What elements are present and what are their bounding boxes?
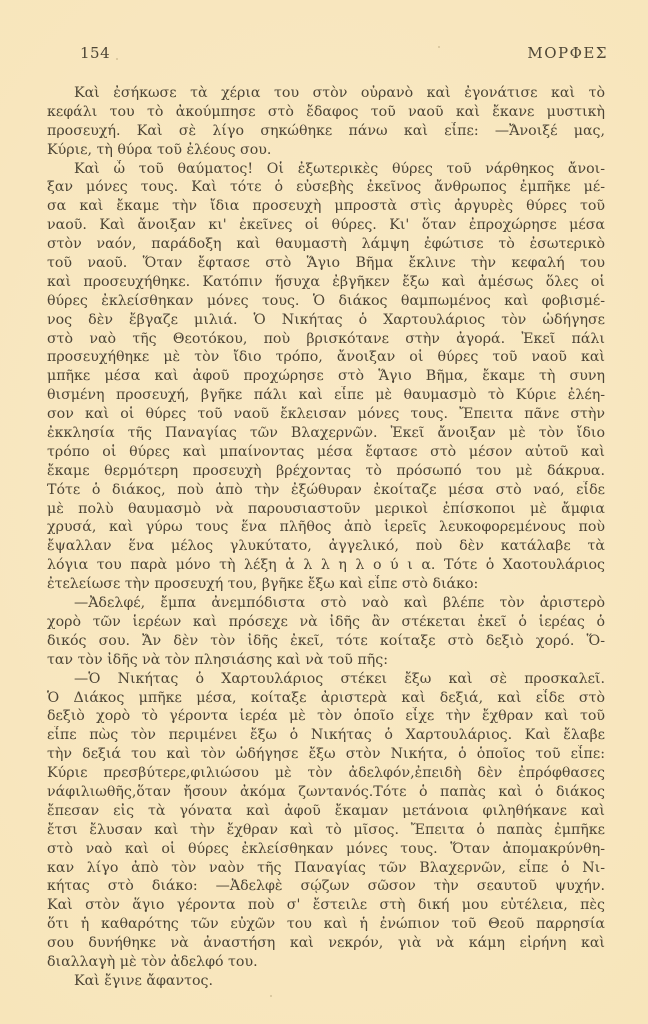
text-line: χρυσά, καὶ γύρω τους ἕνα πλῆθος ἀπὸ ἱερεῖς λευκοφορεμένους ποὺ (47, 519, 605, 536)
text-line: θύρες ἐκλείσθηκαν μόνες τους. Ὁ διάκος θαμπωμένος καὶ φοβισμέ- (47, 292, 605, 309)
text-line: ἐτελείωσε τὴν προσευχή του, βγῆκε ἔξω καὶ εἶπε στὸ διάκο: (47, 576, 479, 593)
text-line: ἔκαμε θερμότερη προσευχὴ βρέχοντας τὸ πρόσωπό του μὲ δάκρυα. (47, 462, 605, 479)
text-line: Κύριε, τὴ θύρα τοῦ ἐλέους σου. (47, 141, 272, 158)
text-line: προσευχήθηκε μὲ τὸν ἴδιο τρόπο, ἄνοιξαν οἱ θύρες τοῦ ναοῦ καὶ (47, 349, 605, 366)
text-line: —Ἀδελφέ, ἔμπα ἀνεμπόδιστα στὸ ναὸ καὶ βλέπε τὸν ἀριστερὸ (74, 595, 605, 612)
text-line: Καὶ ἐσήκωσε τὰ χέρια του στὸν οὐρανὸ καὶ ἐγονάτισε καὶ τὸ (74, 85, 605, 101)
text-line: Ὁ Διάκος μπῆκε μέσα, κοίταξε ἀριστερὰ καὶ δεξιά, καὶ εἶδε στὸ (47, 689, 605, 706)
text-line: νος δὲν ἔβγαζε μιλιά. Ὁ Νικήτας ὁ Χαρτουλάριος τὸν ὡδήγησε (47, 311, 605, 328)
text-line: Τότε ὁ διάκος, ποὺ ἀπὸ τὴν ἐξώθυραν ἐκοίταζε μέσα στὸ ναό, εἶδε (47, 481, 605, 498)
running-header (47, 44, 608, 62)
text-line: τρόπο οἱ θύρες καὶ μπαίνοντας μέσα ἔφτασε στὸ μέσον αὐτοῦ καὶ (47, 443, 605, 460)
text-line: στὸν ναόν, παράδοξη καὶ θαυμαστὴ λάμψη ἐφώτισε τὸ ἐσωτερικὸ (47, 236, 605, 253)
text-line: ἔπεσαν εἰς τὰ γόνατα καὶ ἀφοῦ ἔκαμαν μετάνοια φιληθήκανε καὶ (47, 802, 605, 819)
text-line: ἔψαλλαν ἕνα μέλος γλυκύτατο, ἀγγελικό, ποὺ δὲν κατάλαβε τὰ (47, 538, 605, 555)
text-line: σον καὶ οἱ θύρες τοῦ ναοῦ ἔκλεισαν μόνες τους. Ἔπειτα πᾶνε στὴν (47, 406, 605, 423)
text-line: Κύριε πρεσβύτερε,φιλιώσου μὲ τὸν ἀδελφόν,ἐπειδὴ δὲν ἐπρόφθασες (47, 765, 605, 782)
page-number: 154 (80, 44, 111, 62)
text-line: Καὶ στὸν ἅγιο γέροντα ποὺ σ' ἔστειλε στὴ δική μου εὐτέλεια, πὲς (47, 897, 605, 914)
page-body (47, 84, 605, 991)
text-line: στὸ ναὸ καὶ οἱ θύρες ἐκλείσθηκαν μόνες τους. Ὅταν ἀπομακρύνθη- (47, 840, 605, 857)
text-line: κεφάλι του τὸ ἀκούμπησε στὸ ἔδαφος τοῦ ναοῦ καὶ ἔκανε μυστικὴ (47, 103, 605, 120)
text-line: ὅτι ἡ καθαρότης τῶν εὐχῶν του καὶ ἡ ἐνώπιον τοῦ Θεοῦ παρρησία (47, 916, 605, 933)
text-line: ναοῦ. Καὶ ἄνοιξαν κι' ἐκεῖνες οἱ θύρες. Κι' ὅταν ἐπροχώρησε μέσα (47, 217, 605, 234)
text-line: θισμένη προσευχή, βγῆκε πάλι καὶ εἶπε μὲ θαυμασμὸ τὸ Κύριε ἐλέη- (47, 387, 605, 404)
text-line: καὶ προσευχήθηκε. Κατόπιν ἥσυχα ἐβγῆκεν ἔξω καὶ ἀμέσως ὅλες οἱ (47, 273, 605, 290)
text-line: στὸ ναὸ τῆς Θεοτόκου, ποὺ βρισκότανε στὴν ἀγορά. Ἐκεῖ πάλι (47, 330, 605, 347)
scan-speck (438, 46, 440, 48)
text-line: σα καὶ ἔκαμε τὴν ἴδια προσευχὴ μπροστὰ στὶς ἀργυρὲς θύρες τοῦ (47, 198, 605, 215)
text-line: τοῦ ναοῦ. Ὅταν ἔφτασε στὸ Ἅγιο Βῆμα ἔκλινε τὴν κεφαλή του (47, 255, 605, 272)
text-line: χορὸ τῶν ἱερέων καὶ πρόσεχε νὰ ἰδῆς ἂν στέκεται ἐκεῖ ὁ ἱερέας ὁ (47, 613, 605, 630)
text-line: σου δυνήθηκε νὰ ἀναστήση καὶ νεκρόν, γιὰ νὰ κάμη εἰρήνη καὶ (47, 935, 605, 952)
text-line: μὲ πολὺ θαυμασμὸ νὰ παρουσιαστοῦν μερικοὶ ἐπίσκοποι μὲ ἄμφια (47, 500, 605, 517)
scan-speck (116, 58, 118, 60)
text-line: ταν τὸν ἰδῆς νὰ τὸν πλησιάσης καὶ νὰ τοῦ πῆς: (47, 651, 388, 668)
text-line: τὴν δεξιά του καὶ τὸν ὡδήγησε ἔξω στὸν Νικήτα, ὁ ὁποῖος τοῦ εἶπε: (47, 746, 605, 763)
text-line: μπῆκε μέσα καὶ ἀφοῦ προχώρησε στὸ Ἅγιο Βῆμα, ἔκαμε τὴ συνη (47, 368, 605, 385)
text-line: δεξιὸ χορὸ τὸ γέροντα ἱερέα μὲ τὸν ὁποῖο εἶχε τὴν ἔχθραν καὶ τοῦ (47, 708, 605, 725)
text-line: ξαν μόνες τους. Καὶ τότε ὁ εὐσεβὴς ἐκεῖνος ἄνθρωπος ἐμπῆκε μέ- (47, 179, 605, 196)
text-line: ἐκκλησία τῆς Παναγίας τῶν Βλαχερνῶν. Ἐκεῖ ἄνοιξαν μὲ τὸν ἴδιο (47, 425, 605, 442)
text-line: λόγια του παρὰ μόνο τὴ λέξη ἀ λ λ η λ ο ύ ι α. Τότε ὁ Χαοτουλάριος (47, 557, 605, 574)
scan-speck (270, 995, 272, 997)
text-line: δικός σου. Ἄν δὲν τὸν ἰδῆς ἐκεῖ, τότε κοίταξε στὸ δεξιὸ χορό. Ὅ- (47, 632, 605, 649)
text-line: ἔτσι ἔλυσαν καὶ τὴν ἔχθραν καὶ τὸ μῖσος. Ἔπειτα ὁ παπὰς ἐμπῆκε (47, 821, 605, 838)
text-line: κήτας στὸ διάκο: —Ἀδελφὲ σῴζων σῶσον τὴν σεαυτοῦ ψυχήν. (47, 878, 605, 895)
text-line: Καὶ ἔγινε ἄφαντος. (74, 972, 213, 989)
text-line: εἶπε πὼς τὸν περιμένει ἔξω ὁ Νικήτας ὁ Χαρτουλάριος. Καὶ ἔλαβε (47, 727, 605, 744)
text-line: διαλλαγὴ μὲ τὸν ἀδελφό του. (47, 953, 258, 970)
text-line: προσευχή. Καὶ σὲ λίγο σηκώθηκε πάνω καὶ εἶπε: —Ἄνοιξέ μας, (47, 122, 605, 139)
text-line: Καὶ ὦ τοῦ θαύματος! Οἱ ἐξωτερικὲς θύρες τοῦ νάρθηκος ἄνοι- (74, 160, 605, 177)
running-title: ΜΟΡΦΕΣ (527, 44, 608, 62)
text-line: νάφιλιωθῆς,ὅταν ἤσουν ἀκόμα ζωντανός.Τότε ὁ παπὰς καὶ ὁ διάκος (47, 783, 605, 800)
text-line: —Ὁ Νικήτας ὁ Χαρτουλάριος στέκει ἔξω καὶ σὲ προσκαλεῖ. (74, 670, 605, 687)
text-line: καν λίγο ἀπὸ τὸν ναὸν τῆς Παναγίας τῶν Βλαχερνῶν, εἶπε ὁ Νι- (47, 859, 605, 876)
